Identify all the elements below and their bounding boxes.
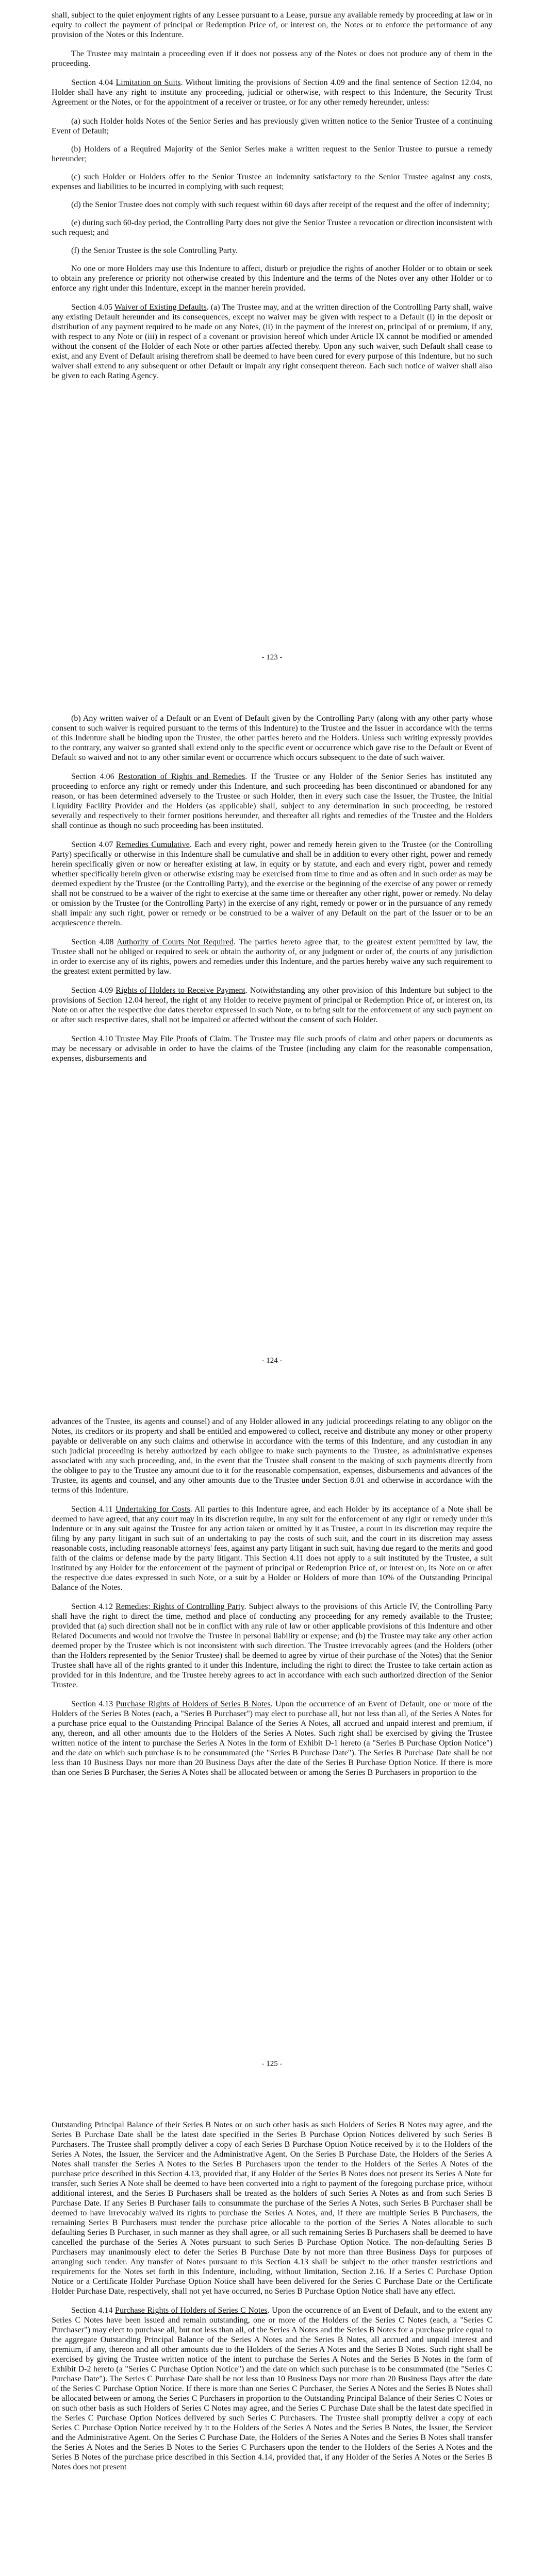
section-number: Section 4.10 <box>71 1035 113 1043</box>
section-heading: Undertaking for Costs <box>115 1505 190 1514</box>
section-paragraph <box>52 937 492 976</box>
section-number: Section 4.13 <box>71 1700 113 1708</box>
paragraph-text: . All parties to this Indenture agree, and each Holder by its acceptance of a Note shall be deemed to have agreed, that any court may in its discretion require, in any suit for the enforcement of any right or remedy under this Indenture or in any suit against the Trustee for any action taken or omitted by it as Trustee, a court in its discretion may require the filing by any party litigant in such suit of an undertaking to pay the costs of such suit, and the court in its discretion may assess reasonable costs, including reasonable attorneys' fees, against any party litigant in such suit, having due regard to the merits and good faith of the claims or defense made by the party litigant. This Section 4.11 does not apply to a suit instituted by the Trustee, a suit instituted by any Holder for the enforcement of the payment of principal or Redemption Price of, or interest on, its Note on or after the respective due dates expressed in such Note, or a suit by a Holder or Holders of more than 10% of the Outstanding Principal Balance of the Notes. <box>52 1505 493 1592</box>
section-heading: Purchase Rights of Holders of Series B Notes <box>116 1700 271 1708</box>
paragraph-text: . (a) The Trustee may, and at the written direction of the Controlling Party shall, waive any existing Default hereunder and its consequences, except no waiver may be given with respect to a Default (i) in the deposit or distribution of any payment required to be made on any Notes, (ii) in the payment of the interest on, principal of or premium, if any, with respect to any Note or (iii) in respect of a covenant or provision hereof which under Article IX cannot be modified or amended without the consent of the Holder of each Note or other parties affected thereby. Upon any such waiver, such Default shall cease to exist, and any Event of Default arising therefrom shall be deemed to have been cured for every purpose of this Indenture, but no such waiver shall extend to any subsequent or other Default or impair any right consequent thereon. Each such notice of waiver shall also be given to each Rating Agency. <box>52 303 492 380</box>
paragraph <box>52 116 492 136</box>
section-number: Section 4.14 <box>71 2306 113 2315</box>
page-124 <box>0 703 544 1406</box>
paragraph-text: The Trustee may maintain a proceeding even if it does not possess any of the Notes or does not produce any of them in the proceeding. <box>52 49 492 68</box>
page-126 <box>0 2110 544 2576</box>
paragraph-text: Outstanding Principal Balance of their Series B Notes or on such other basis as such Holders of Series B Notes may agree, and the Series B Purchase Date shall be the latest date specified in the Series B Purchase Option Notices delivered by such Series B Purchasers. The Trustee shall promptly deliver a copy of each Series B Purchase Option Notice received by it to the Holders of the Series A Notes, the Issuer, the Servicer and the Administrative Agent. On the Series B Purchase Date, the Holders of the Series A Notes shall transfer the Series A Notes to the Series B Purchasers upon the tender to the Holders of the Series A Notes of the purchase price described in this Section 4.13, provided that, if any Holder of the Series B Notes does not present its Series A Note for transfer, such Series A Note shall be deemed to have been converted into a right to payment of the foregoing purchase price, without additional interest, and the Series B Purchasers shall be treated as the holders of such Series A Notes as and from such Series B Purchase Date. If any Series B Purchaser fails to consummate the purchase of the Series A Notes, such Series B Purchaser shall be deemed to have irrevocably waived its rights to purchase the Series A Notes, and, if there are multiple Series B Purchasers, the remaining Series B Purchasers must tender the purchase price allocable to the portion of the Series A Notes allocable to such defaulting Series B Purchaser, in such manner as they shall agree, or all such remaining Series B Purchasers shall be deemed to have cancelled the purchase of the Series A Notes pursuant to such Series B Purchase Option Notice. The non-defaulting Series B Purchasers may unanimously elect to defer the Series B Purchase Date by not more than three Business Days for purposes of arranging such tender. Any transfer of Notes pursuant to this Section 4.13 shall be subject to the other transfer restrictions and requirements for the Notes set forth in this Indenture, including, without limitation, Section 2.16. If a Series C Purchase Option Notice or a Certificate Holder Purchase Option Notice shall have been delivered for the Series C Purchase Date or the Certificate Holder Purchase Date, respectively, shall not yet have occurred, no Series B Purchase Option Notice shall have any effect. <box>52 2121 492 2296</box>
section-number: Section 4.11 <box>71 1505 113 1514</box>
paragraph-text: . Each and every right, power and remedy herein given to the Trustee (or the Controlling Party) specifically or otherwise in this Indenture shall be cumulative and shall be in addition to every other right, power and remedy herein specifically given or now or hereafter existing at law, in equity or by statute, and each and every right, power and remedy whether specifically herein given or otherwise existing may be exercised from time to time and as often and in such order as may be deemed expedient by the Trustee (or the Controlling Party), and the exercise or the beginning of the exercise of any power or remedy shall not be construed to be a waiver of the right to exercise at the same time or thereafter any other right, power or remedy. No delay or omission by the Trustee (or the Controlling Party) in the exercise of any right, remedy or power or in the pursuance of any remedy shall impair any such right, power or remedy or be construed to be a waiver of any Default on the part of the Issuer or to be an acquiescence therein. <box>52 840 493 927</box>
page-body <box>52 2120 492 2472</box>
paragraph <box>52 264 492 293</box>
section-paragraph <box>52 302 492 381</box>
paragraph-text: advances of the Trustee, its agents and counsel) and of any Holder allowed in any judicial proceedings relating to any obligor on the Notes, its creditors or its property and shall be entitled and empowered to collect, receive and distribute any money or other property payable or deliverable on any such claims and otherwise in accordance with the terms of this Indenture, and any custodian in any such judicial proceeding is hereby authorized by each obligee to make such payments to the Trustee, as administrative expenses associated with any such proceeding, and, in the event that the Trustee shall consent to the making of such payments directly from the obligee to pay to the Trustee any amount due to it for the reasonable compensation, expenses, disbursements and advances of the Trustee, its agents and counsel, and any other amounts due to the Trustee under Section 8.01 and otherwise in accordance with the terms of this Indenture. <box>52 1417 492 1495</box>
paragraph <box>52 144 492 164</box>
section-paragraph <box>52 1699 492 1777</box>
section-number: Section 4.05 <box>71 303 113 312</box>
paragraph-text: . If the Trustee or any Holder of the Senior Series has instituted any proceeding to enforce any right or remedy under this Indenture, and such proceeding has been discontinued or abandoned for any reason, or has been determined adversely to the Trustee or such Holder, then in every such case the Issuer, the Trustee, the Initial Liquidity Facility Provider and the Holders (as applicable) shall, subject to any determination in such proceeding, be restored severally and respectively to their former positions hereunder, and thereafter all rights and remedies of the Trustee and the Holders shall continue as though no such proceeding has been instituted. <box>52 772 493 830</box>
paragraph-text: . Upon the occurrence of an Event of Default, and to the extent any Series C Notes have been issued and remain outstanding, one or more of the Holders of the Series C Notes (each, a "Series C Purchaser") may elect to purchase all, but not less than all, of the Series A Notes and the Series B Notes for a purchase price equal to the aggregate Outstanding Principal Balance of the Series A Notes and the Series B Notes, all accrued and unpaid interest and premium, if any, thereon and all other amounts due to the Holders of the Series A Notes and the Series B Notes. Such right shall be exercised by giving the Trustee written notice of the intent to purchase the Series A Notes and the Series B Notes in the form of Exhibit D-2 hereto (a "Series C Purchase Option Notice") and the date on which such purchase is to be consummated (the "Series C Purchase Date"). The Series C Purchase Date shall be not less than 10 Business Days nor more than 20 Business Days after the date of the Series C Purchase Option Notice. If there is more than one Series C Purchaser, the Series A Notes and the Series B Notes shall be allocated between or among the Series C Purchasers in proportion to the Outstanding Principal Balance of their Series C Notes or on such other basis as such Holders of Series C Notes may agree, and the Series C Purchase Date shall be the latest date specified in the Series C Purchase Option Notices delivered by such Series C Purchasers. The Trustee shall promptly deliver a copy of each Series C Purchase Option Notice received by it to the Holders of the Series A Notes and the Series B Notes, the Issuer, the Servicer and the Administrative Agent. On the Series C Purchase Date, the Holders of the Series A Notes and the Series B Notes shall transfer the Series A Notes and the Series B Notes to the Series C Purchasers upon the tender to the Holders of the Series A Notes and the Series B Notes of the purchase price described in this Section 4.14, provided that, if any Holder of the Series A Notes or the Series B Notes does not present <box>52 2306 493 2471</box>
section-number: Section 4.08 <box>71 938 114 946</box>
page-body <box>52 1417 492 1777</box>
paragraph-text: (b) Holders of a Required Majority of the Senior Series make a written request to the Senior Trustee to pursue a remedy hereunder; <box>52 145 492 163</box>
paragraph-text: (d) the Senior Trustee does not comply with such request within 60 days after receipt of the request and the offer of indemnity; <box>71 200 490 209</box>
section-number: Section 4.04 <box>71 78 113 87</box>
paragraph-text: . The Trustee may file such proofs of claim and other papers or documents as may be necessary or advisable in order to have the claims of the Trustee (including any claim for the reasonable compensation, expenses, disbursements and <box>52 1035 492 1063</box>
section-heading: Trustee May File Proofs of Claim <box>116 1035 230 1043</box>
paragraph-text: (e) during such 60-day period, the Controlling Party does not give the Senior Trustee a revocation or direction inconsistent with such request; and <box>52 218 492 237</box>
section-heading: Waiver of Existing Defaults <box>114 303 207 312</box>
section-number: Section 4.12 <box>71 1602 113 1611</box>
section-paragraph <box>52 986 492 1025</box>
paragraph-text: . Without limiting the provisions of Section 4.09 and the final sentence of Section 12.04, no Holder shall have any right to institute any proceeding, judicial or otherwise, with respect to this Indenture, the Security Trust Agreement or the Notes, or for the appointment of a receiver or trustee, or for any other remedy hereunder, unless: <box>52 78 493 107</box>
page-125 <box>0 1406 544 2110</box>
section-number: Section 4.07 <box>71 840 113 849</box>
paragraph-text: (f) the Senior Trustee is the sole Controlling Party. <box>71 246 238 255</box>
section-paragraph <box>52 1602 492 1690</box>
paragraph <box>52 218 492 238</box>
paragraph-text: No one or more Holders may use this Indenture to affect, disturb or prejudice the rights of another Holder or to obtain or seek to obtain any preference or priority not otherwise created by this Indenture and the terms of the Notes over any other Holder or to enforce any right under this Indenture, except in the manner herein provided. <box>52 264 492 293</box>
section-heading: Authority of Courts Not Required <box>117 938 234 946</box>
section-heading: Purchase Rights of Holders of Series C Notes <box>115 2306 268 2315</box>
page-body <box>52 10 492 381</box>
page-number: - 124 - <box>261 1357 283 1365</box>
paragraph <box>52 2120 492 2296</box>
paragraph-text: . Notwithstanding any other provision of this Indenture but subject to the provisions of Section 12.04 hereof, the right of any Holder to receive payment of principal or Redemption Price of, or interest on, its Note on or after the respective due dates therefor expressed in such Note, or to bring suit for the enforcement of any such payment on or after such respective dates, shall not be impaired or affected without the consent of such Holder. <box>52 986 493 1024</box>
section-heading: Remedies; Rights of Controlling Party <box>116 1602 244 1611</box>
paragraph-text: shall, subject to the quiet enjoyment rights of any Lessee pursuant to a Lease, pursue any available remedy by proceeding at law or in equity to collect the payment of principal or Redemption Price of, or interest on, the Notes or to enforce the performance of any provision of the Notes or this Indenture. <box>52 11 492 39</box>
section-number: Section 4.09 <box>71 986 113 995</box>
paragraph <box>52 49 492 69</box>
page-number: - 123 - <box>261 653 283 662</box>
paragraph <box>52 1417 492 1495</box>
paragraph <box>52 172 492 192</box>
section-heading: Restoration of Rights and Remedies <box>118 772 245 781</box>
section-heading: Rights of Holders to Receive Payment <box>116 986 245 995</box>
paragraph-text: (b) Any written waiver of a Default or an Event of Default given by the Controlling Party (along with any other party whose consent to such waiver is required pursuant to the terms of this Indenture) to the Trustee and the Issuer in accordance with the terms of this Indenture shall be binding upon the Trustee, the other parties hereto and the Holders. Unless such writing expressly provides to the contrary, any waiver so granted shall extend only to the specific event or occurrence which gave rise to the Default or Event of Default so waived and not to any other similar event or occurrence which occurs subsequent to the date of such waiver. <box>52 714 492 762</box>
paragraph-text: . The parties hereto agree that, to the greatest extent permitted by law, the Trustee shall not be obliged or required to seek or obtain the authority of, or any judgment or order of, the courts of any jurisdiction in order to exercise any of its rights, powers and remedies under this Indenture, and the parties hereby waive any such requirement to the greatest extent permitted by law. <box>52 938 493 976</box>
paragraph <box>52 10 492 40</box>
section-paragraph <box>52 2306 492 2472</box>
section-paragraph <box>52 78 492 107</box>
section-paragraph <box>52 1504 492 1592</box>
paragraph-text: . Subject always to the provisions of this Article IV, the Controlling Party shall have the right to direct the time, method and place of conducting any proceeding for any remedy available to the Trustee; provided that (a) such direction shall not be in conflict with any rule of law or other applicable provisions of this Indenture and other Related Documents and would not involve the Trustee in personal liability or expense; and (b) the Trustee may take any other action deemed proper by the Trustee which is not inconsistent with such direction. The Trustee irrevocably agrees (and the Holders (other than the Holders represented by the Senior Trustee) shall be deemed to agree by virtue of their purchase of the Notes) that the Senior Trustee shall have all of the rights granted to it under this Indenture, including the right to direct the Trustee to take certain action as provided for in this Indenture, and the Trustee hereby agrees to act in accordance with each such authorized direction of the Senior Trustee. <box>52 1602 492 1689</box>
page-body <box>52 714 492 1063</box>
paragraph <box>52 200 492 210</box>
paragraph-text: . Upon the occurrence of an Event of Default, one or more of the Holders of the Series B Notes (each, a "Series B Purchaser") may elect to purchase all, but not less than all, of the Series A Notes for a purchase price equal to the Outstanding Principal Balance of the Series A Notes, all accrued and unpaid interest and premium, if any, thereon, and all other amounts due to the Holders of the Series A Notes. Such right shall be exercised by giving the Trustee written notice of the intent to purchase the Series A Notes in the form of Exhibit D-1 hereto (a "Series B Purchase Option Notice") and the date on which such purchase is to be consummated (the "Series B Purchase Date"). The Series B Purchase Date shall be not less than 10 Business Days nor more than 20 Business Days after the date of the Series B Purchase Option Notice. If there is more than one Series B Purchaser, the Series A Notes shall be allocated between or among the Series B Purchasers in proportion to the <box>52 1700 493 1777</box>
paragraph-text: (a) such Holder holds Notes of the Senior Series and has previously given written notice to the Senior Trustee of a continuing Event of Default; <box>52 117 492 135</box>
section-paragraph <box>52 1034 492 1063</box>
paragraph-text: (c) such Holder or Holders offer to the Senior Trustee an indemnity satisfactory to the Senior Trustee against any costs, expenses and liabilities to be incurred in complying with such request; <box>52 173 492 191</box>
section-paragraph <box>52 772 492 831</box>
section-heading: Remedies Cumulative <box>116 840 190 849</box>
section-number: Section 4.06 <box>71 772 114 781</box>
paragraph <box>52 246 492 256</box>
section-paragraph <box>52 840 492 928</box>
page-123 <box>0 0 544 703</box>
section-heading: Limitation on Suits <box>116 78 181 87</box>
paragraph <box>52 714 492 762</box>
page-number: - 125 - <box>261 2060 283 2068</box>
